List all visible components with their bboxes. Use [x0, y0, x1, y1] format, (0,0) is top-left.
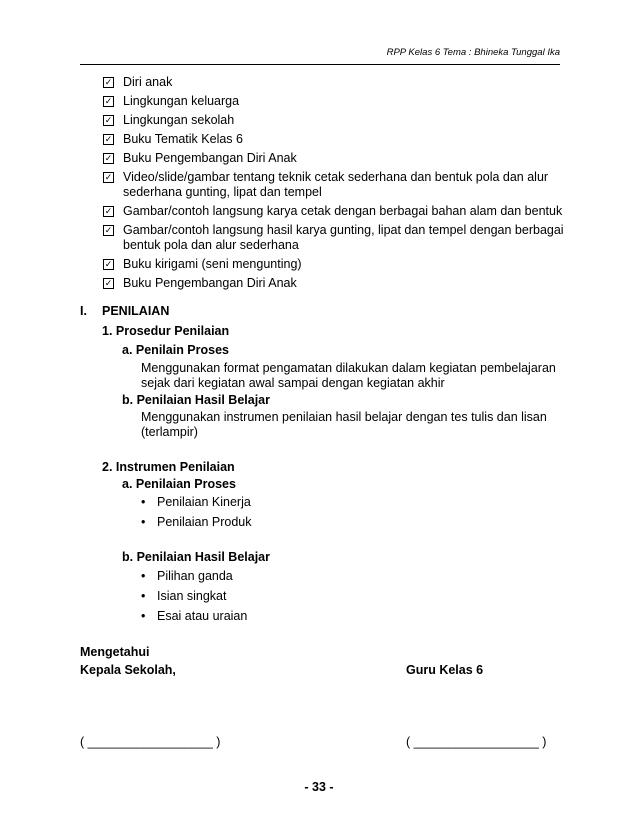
bullet-icon: • [141, 515, 146, 529]
item-title: a. Penilain Proses [122, 343, 229, 357]
checklist-item: ✓ Video/slide/gambar tentang teknik cetak sederhana dan bentuk pola dan alur sederhana gunting, lipat dan tempel [104, 170, 549, 199]
bullet-item: • Esai atau uraian [141, 609, 248, 623]
page-number: - 33 - [304, 780, 334, 794]
bullet-item: • Penilaian Produk [141, 515, 252, 529]
checklist-item: ✓ Buku kirigami (seni mengunting) [104, 257, 302, 271]
checklist-item: ✓ Lingkungan sekolah [104, 113, 235, 127]
checklist-item: ✓ Diri anak [104, 75, 173, 89]
teacher-label: Guru Kelas 6 [406, 663, 484, 677]
bullet-icon: • [141, 495, 146, 509]
checklist-item: ✓ Buku Tematik Kelas 6 [104, 132, 243, 146]
item-description: Menggunakan instrumen penilaian hasil belajar dengan tes tulis dan lisan (terlampir) [141, 410, 547, 439]
checkbox-checked-icon: ✓ [104, 134, 113, 144]
bullet-icon: • [141, 589, 146, 603]
checkbox-checked-icon: ✓ [104, 96, 113, 106]
section-title: PENILAIAN [102, 304, 170, 318]
checkbox-checked-icon: ✓ [104, 278, 113, 288]
checkbox-checked-icon: ✓ [104, 172, 113, 182]
subsection-title: 2. Instrumen Penilaian [102, 460, 235, 474]
checklist-item: ✓ Gambar/contoh langsung hasil karya gunting, lipat dan tempel dengan berbagai bentuk pola dan alur sederhana [104, 223, 564, 252]
principal-label: Kepala Sekolah, [80, 663, 176, 677]
checklist-item: ✓ Lingkungan keluarga [104, 94, 240, 108]
item-title: a. Penilaian Proses [122, 477, 236, 491]
checklist-item: ✓ Gambar/contoh langsung karya cetak dengan berbagai bahan alam dan bentuk [104, 204, 563, 218]
teacher-signature-line: ( __________________ ) [406, 735, 547, 749]
item-title: b. Penilaian Hasil Belajar [122, 550, 270, 564]
checkbox-checked-icon: ✓ [104, 259, 113, 269]
acknowledged-label: Mengetahui [80, 645, 150, 659]
subsection-title: 1. Prosedur Penilaian [102, 324, 230, 338]
page-header: RPP Kelas 6 Tema : Bhineka Tunggal Ika [80, 44, 560, 65]
item-description: Menggunakan format pengamatan dilakukan dalam kegiatan pembelajaran sejak dari kegiatan awal sampai dengan kegiatan akhir [141, 361, 556, 390]
bullet-item: • Pilihan ganda [141, 569, 233, 583]
bullet-icon: • [141, 609, 146, 623]
section-number: I. [80, 304, 87, 318]
checklist-item: ✓ Buku Pengembangan Diri Anak [104, 151, 297, 165]
checkbox-checked-icon: ✓ [104, 77, 113, 87]
item-title: b. Penilaian Hasil Belajar [122, 393, 270, 407]
bullet-item: • Isian singkat [141, 589, 227, 603]
checkbox-checked-icon: ✓ [104, 225, 113, 235]
checkbox-checked-icon: ✓ [104, 153, 113, 163]
checklist-item: ✓ Buku Pengembangan Diri Anak [104, 276, 297, 290]
resource-checklist [103, 75, 573, 295]
bullet-icon: • [141, 569, 146, 583]
principal-signature-line: ( __________________ ) [80, 735, 221, 749]
checkbox-checked-icon: ✓ [104, 115, 113, 125]
bullet-item: • Penilaian Kinerja [141, 495, 251, 509]
checkbox-checked-icon: ✓ [104, 206, 113, 216]
